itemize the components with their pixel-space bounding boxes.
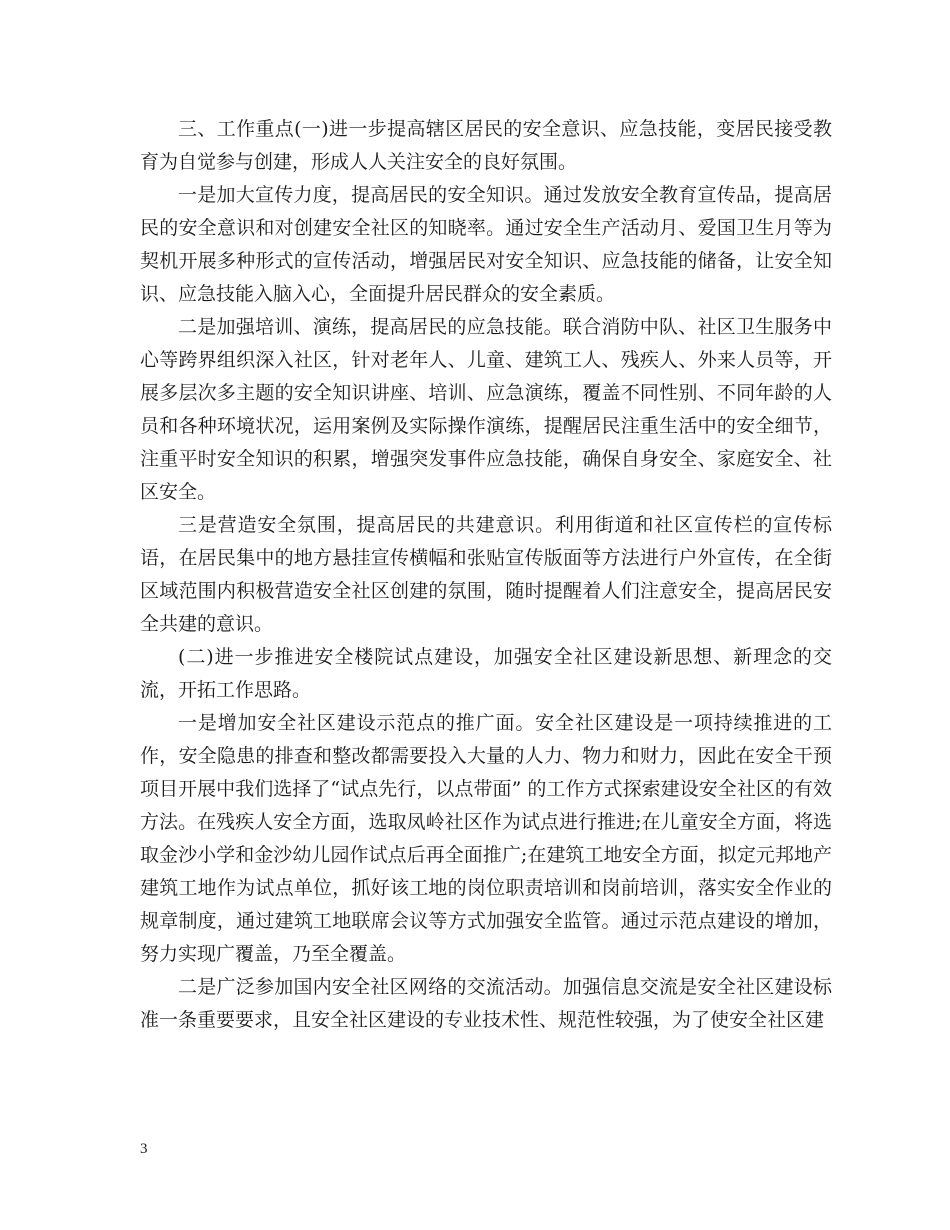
paragraph-demonstration: 一是增加安全社区建设示范点的推广面。安全社区建设是一项持续推进的工作，安全隐患的排查和整改都需要投入大量的人力、物力和财力，因此在安全干预项目开展中我们选择了“试点先行，以点带面” 的工作方式探索建设安全社区的有效方法。在残疾人安全方面，选取凤岭社区作为试点进行推进;在儿童安全方面，将选取金沙小学和金沙幼儿园作试点后再全面推广;在建筑工地安全方面，拟定元邦地产建筑工地作为试点单位，抓好该工地的岗位职责培训和岗前培训，落实安全作业的规章制度，通过建筑工地联席会议等方式加强安全监管。通过示范点建设的增加，努力实现广覆盖，乃至全覆盖。 [140, 712, 832, 965]
paragraph-work-focus: 三、工作重点(一)进一步提高辖区居民的安全意识、应急技能，变居民接受教育为自觉参与创建，形成人人关注安全的良好氛围。 [140, 118, 832, 173]
paragraph-exchange: 二是广泛参加国内安全社区网络的交流活动。加强信息交流是安全社区建设标准一条重要要求，且安全社区建设的专业技术性、规范性较强，为了使安全社区建 [140, 976, 832, 1031]
paragraph-pilot-building: (二)进一步推进安全楼院试点建设，加强安全社区建设新思想、新理念的交流，开拓工作思路。 [140, 646, 832, 701]
document-body [140, 113, 832, 1037]
page-number: 3 [140, 1141, 148, 1157]
paragraph-training: 二是加强培训、演练，提高居民的应急技能。联合消防中队、社区卫生服务中心等跨界组织深入社区，针对老年人、儿童、建筑工人、残疾人、外来人员等，开展多层次多主题的安全知识讲座、培训、应急演练，覆盖不同性别、不同年龄的人员和各种环境状况，运用案例及实际操作演练，提醒居民注重生活中的安全细节，注重平时安全知识的积累，增强突发事件应急技能，确保自身安全、家庭安全、社区安全。 [140, 316, 832, 503]
paragraph-publicity: 一是加大宣传力度，提高居民的安全知识。通过发放安全教育宣传品，提高居民的安全意识和对创建安全社区的知晓率。通过安全生产活动月、爱国卫生月等为契机开展多种形式的宣传活动，增强居民对安全知识、应急技能的储备，让安全知识、应急技能入脑入心，全面提升居民群众的安全素质。 [140, 184, 832, 305]
paragraph-atmosphere: 三是营造安全氛围，提高居民的共建意识。利用街道和社区宣传栏的宣传标语，在居民集中的地方悬挂宣传横幅和张贴宣传版面等方法进行户外宣传，在全街区域范围内积极营造安全社区创建的氛围，随时提醒着人们注意安全，提高居民安全共建的意识。 [140, 514, 832, 635]
